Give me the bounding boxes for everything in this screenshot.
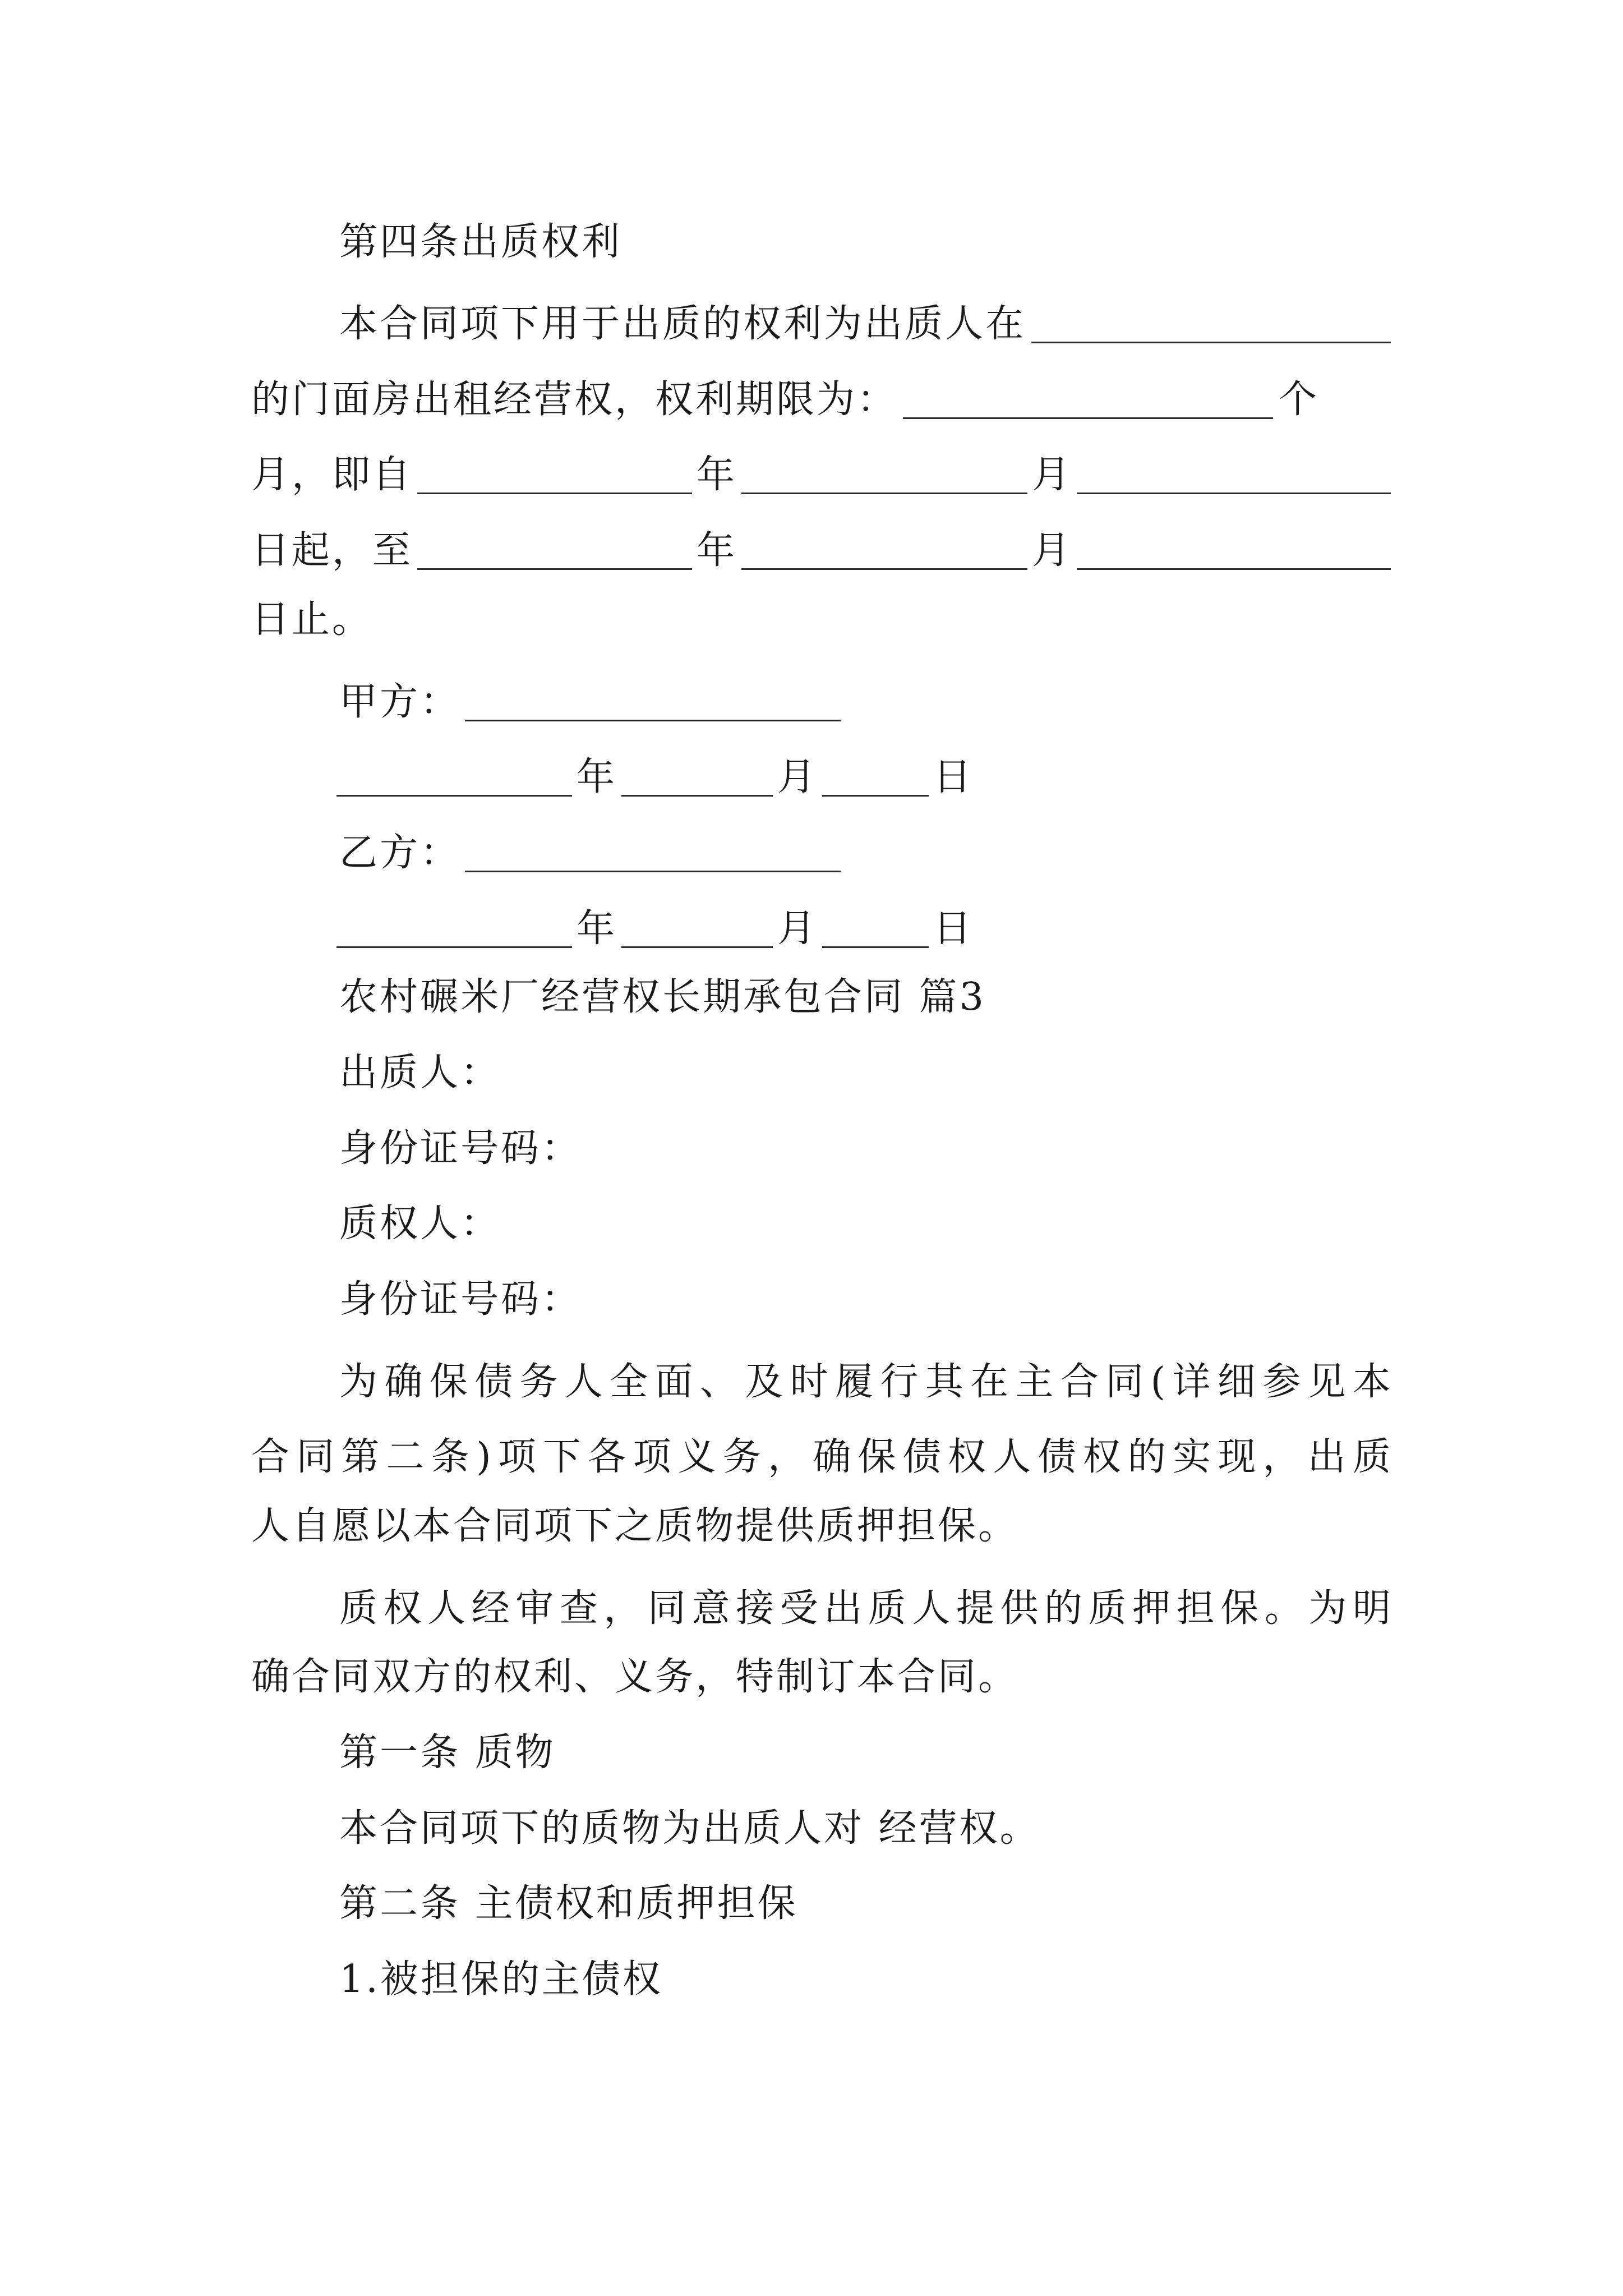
end-date-text: 日起，至 <box>251 528 413 573</box>
pledge-rights-text: 本合同项下用于出质的权利为出质人在 <box>339 302 1026 346</box>
contract-title: 农村碾米厂经营权长期承包合同 篇3 <box>339 975 986 1019</box>
end-day-blank <box>1077 537 1391 570</box>
end-date-suffix: 日止。 <box>251 597 373 642</box>
article-2-heading: 第二条 主债权和质押担保 <box>339 1881 798 1926</box>
months-blank <box>903 386 1273 419</box>
party-a-day-blank <box>822 763 929 797</box>
review-line-1: 质 权 人 经 审 查 ， 同 意 接 受 出 质 人 提 供 的 质 押 担 保 。 为 明 <box>339 1586 1391 1631</box>
rights-term-line <box>251 374 1391 422</box>
article-1-text: 本合同项下的质物为出质人对 经营权。 <box>339 1806 1040 1851</box>
pledgee-id-label: 身份证号码： <box>339 1277 582 1322</box>
party-a-month-blank <box>621 763 773 797</box>
party-b-date-line <box>336 903 974 951</box>
article-1-heading: 第一条 质物 <box>339 1731 556 1775</box>
article-2-item-1: 1.被担保的主债权 <box>339 1957 663 2001</box>
party-b-line <box>339 827 841 875</box>
party-b-year-unit: 年 <box>577 907 617 951</box>
rights-term-text: 的门面房出租经营权，权利期限为： <box>251 378 898 422</box>
start-date-text: 月，即自 <box>251 453 413 497</box>
party-a-label: 甲方： <box>339 680 461 724</box>
start-month-blank <box>741 461 1027 494</box>
party-b-blank <box>465 839 841 872</box>
party-b-month-unit: 月 <box>777 907 818 951</box>
start-year-blank <box>417 461 692 494</box>
party-b-day-unit: 日 <box>933 907 974 951</box>
party-a-line <box>339 677 841 724</box>
party-a-year-blank <box>336 763 572 797</box>
pledgor-label: 出质人： <box>339 1051 501 1095</box>
end-year-unit: 年 <box>697 528 737 573</box>
party-b-month-blank <box>621 915 773 948</box>
end-date-line <box>251 525 1391 573</box>
pledge-rights-line <box>339 298 1391 346</box>
preamble-line-2: 合 同 第 二 条 ) 项 下 各 项 义 务 ， 确 保 债 权 人 债 权 的 实 现 ， 出 质 <box>251 1435 1391 1479</box>
start-month-unit: 月 <box>1032 453 1073 497</box>
preamble-line-3: 人自愿以本合同项下之质物提供质押担保。 <box>251 1504 1019 1548</box>
party-b-label: 乙方： <box>339 831 461 875</box>
preamble-line-1: 为 确 保 债 务 人 全 面 、 及 时 履 行 其 在 主 合 同 ( 详 细 参 见 本 <box>339 1360 1391 1404</box>
party-a-day-unit: 日 <box>933 755 974 799</box>
start-day-blank <box>1077 461 1391 494</box>
start-year-unit: 年 <box>697 453 737 497</box>
party-a-month-unit: 月 <box>777 755 818 799</box>
party-a-year-unit: 年 <box>577 755 617 799</box>
location-blank <box>1031 310 1391 343</box>
party-b-year-blank <box>336 915 572 948</box>
party-b-day-blank <box>822 915 929 948</box>
party-a-date-line <box>336 752 974 797</box>
months-unit: 个 <box>1279 378 1320 422</box>
end-month-blank <box>741 537 1027 570</box>
pledgee-label: 质权人： <box>339 1202 501 1246</box>
end-year-blank <box>417 537 692 570</box>
review-line-2: 确合同双方的权利、义务，特制订本合同。 <box>251 1655 1019 1699</box>
article-4-heading: 第四条出质权利 <box>339 220 623 264</box>
party-a-blank <box>465 688 841 721</box>
end-month-unit: 月 <box>1032 528 1073 573</box>
pledgor-id-label: 身份证号码： <box>339 1126 582 1171</box>
start-date-line <box>251 449 1391 497</box>
